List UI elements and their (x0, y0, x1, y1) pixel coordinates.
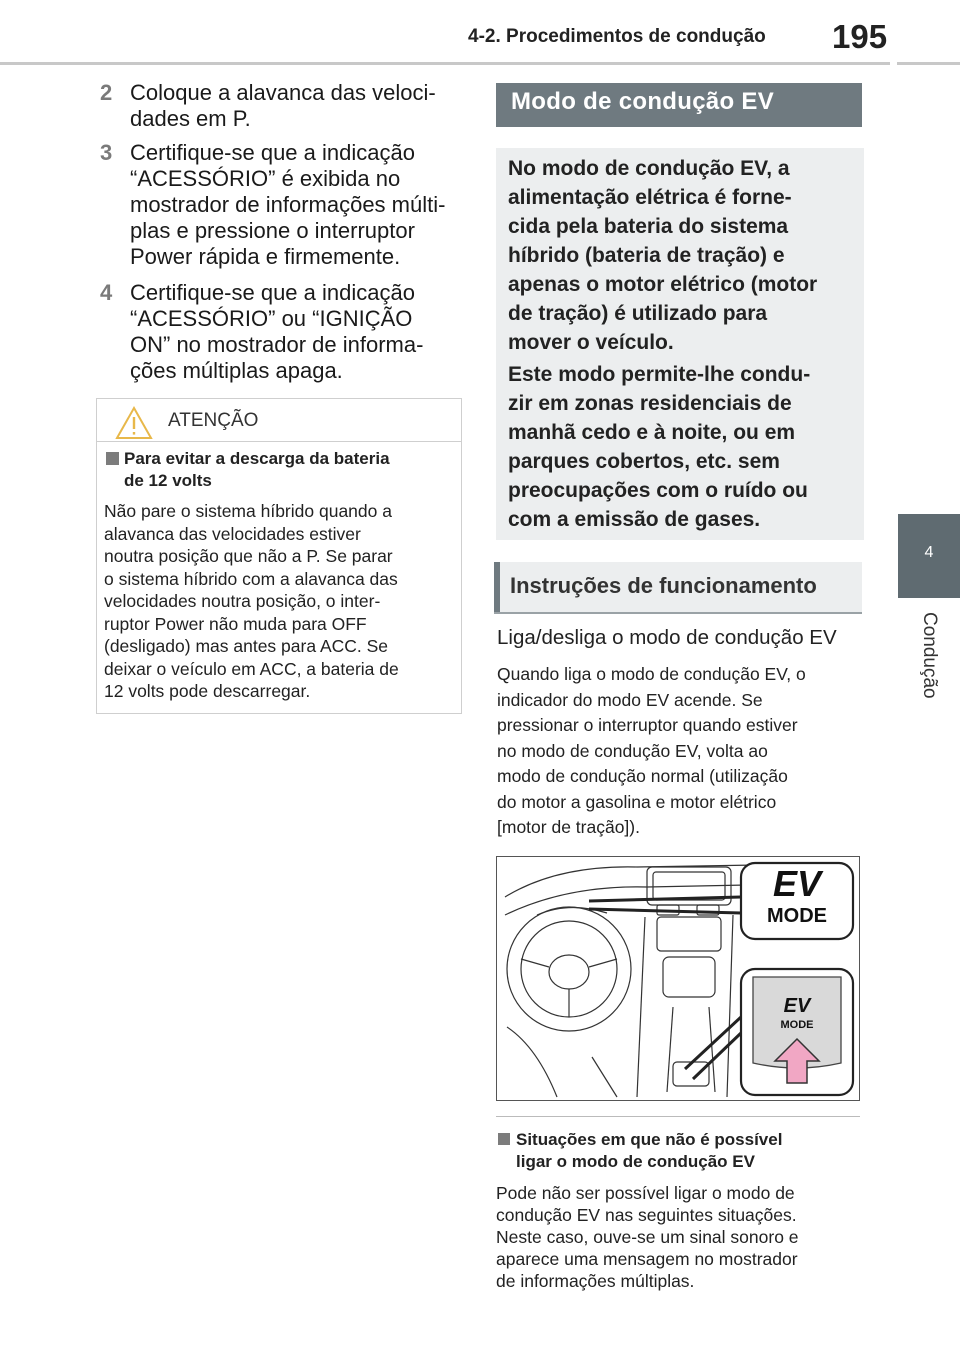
step-line: Certifique-se que a indicação (130, 140, 415, 165)
step-line: “ACESSÓRIO” é exibida no (130, 166, 401, 191)
attention-body (104, 500, 456, 703)
step-line: “ACESSÓRIO” ou “IGNIÇÃO (130, 306, 413, 331)
step-4 (100, 280, 460, 384)
step-number: 2 (100, 80, 113, 105)
instructions-title: Instruções de funcionamento (510, 573, 817, 598)
step-line: ON” no mostrador de informa- (130, 332, 424, 357)
instructions-body (497, 662, 857, 841)
instructions-line: pressionar o interruptor quando estiver (497, 715, 798, 735)
warning-triangle-icon (114, 405, 154, 446)
bullet-square-icon (106, 452, 119, 465)
attention-subtitle (124, 448, 454, 492)
ev-line: parques cobertos, etc. sem (508, 450, 780, 473)
step-number: 3 (100, 140, 113, 165)
ev-line: cida pela bateria do sistema (508, 215, 789, 238)
ev-line: alimentação elétrica é forne- (508, 186, 792, 209)
step-line: dades em P. (130, 106, 251, 131)
ev-line: No modo de condução EV, a (508, 157, 790, 180)
ev-mode-switch-illustration (496, 856, 860, 1101)
attention-line: ruptor Power não muda para OFF (104, 613, 367, 634)
switch-mode-label: MODE (780, 1019, 814, 1031)
instructions-line: indicador do modo EV acende. Se (497, 689, 763, 710)
chapter-label: Condução (919, 612, 940, 699)
figure-divider (496, 1116, 860, 1117)
situations-heading (516, 1129, 856, 1173)
header-divider-tab (897, 62, 960, 65)
attention-subtitle-line: Para evitar a descarga da bateria (124, 449, 390, 468)
instructions-line: modo de condução normal (utilização (497, 766, 788, 786)
ev-line: manhã cedo e à noite, ou em (508, 421, 796, 444)
ev-badge-label: EV (772, 863, 822, 904)
situations-heading-line: Situações em que não é possível (516, 1130, 783, 1149)
instructions-line: do motor a gasolina e motor elétrico (497, 791, 777, 812)
ev-mode-title: Modo de condução EV (511, 88, 775, 115)
situations-line: de informações múltiplas. (496, 1271, 695, 1291)
chapter-number: 4 (924, 544, 934, 561)
instructions-underline (494, 612, 862, 614)
instructions-line: [motor de tração]). (497, 817, 640, 837)
situations-line: aparece uma mensagem no mostrador (496, 1249, 798, 1269)
attention-subtitle-line: de 12 volts (124, 471, 212, 490)
situations-line: Pode não ser possível ligar o modo de (496, 1183, 795, 1203)
step-line: mostrador de informações múlti- (130, 192, 446, 217)
ev-mode-paragraph-2 (508, 360, 854, 534)
section-title: 4-2. Procedimentos de condução (468, 26, 766, 47)
ev-line: Este modo permite-lhe condu- (508, 363, 811, 386)
bullet-square-icon (498, 1133, 510, 1145)
step-line: Certifique-se que a indicação (130, 280, 415, 305)
attention-line: 12 volts pode descarregar. (104, 681, 311, 701)
instructions-line: no modo de condução EV, volta ao (497, 740, 768, 761)
attention-line: Não pare o sistema híbrido quando a (104, 501, 392, 521)
step-line: plas e pressione o interruptor (130, 218, 415, 243)
step-line: Power rápida e firmemente. (130, 244, 401, 269)
situations-line: condução EV nas seguintes situações. (496, 1205, 797, 1225)
attention-line: velocidades noutra posição, o inter- (104, 591, 381, 611)
ev-line: preocupações com o ruído ou (508, 479, 808, 502)
ev-line: de tração) é utilizado para (508, 302, 768, 325)
step-line: Coloque a alavanca das veloci- (130, 80, 436, 105)
attention-line: (desligado) mas antes para ACC. Se (104, 636, 389, 656)
attention-line: o sistema híbrido com a alavanca das (104, 568, 398, 589)
situations-heading-line: ligar o modo de condução EV (516, 1152, 755, 1171)
ev-line: com a emissão de gases. (508, 508, 761, 531)
header-divider (0, 62, 890, 65)
instructions-line: Quando liga o modo de condução EV, o (497, 664, 806, 684)
step-3 (100, 140, 460, 270)
switch-ev-label: EV (783, 995, 811, 1017)
step-number: 4 (100, 280, 113, 305)
ev-line: apenas o motor elétrico (motor (508, 273, 818, 296)
situations-body (496, 1182, 858, 1292)
instructions-subheading: Liga/desliga o modo de condução EV (497, 626, 837, 649)
ev-line: mover o veículo. (508, 331, 674, 354)
attention-line: noutra posição que não a P. Se parar (104, 546, 393, 566)
attention-title: ATENÇÃO (168, 410, 259, 431)
attention-line: alavanca das velocidades estiver (104, 523, 361, 544)
ev-mode-paragraph-1 (508, 154, 854, 357)
page-number: 195 (832, 18, 888, 55)
ev-line: zir em zonas residenciais de (508, 392, 792, 415)
step-2 (100, 80, 460, 132)
attention-line: deixar o veículo em ACC, a bateria de (104, 658, 399, 679)
mode-badge-label: MODE (767, 905, 827, 927)
situations-line: Neste caso, ouve-se um sinal sonoro e (496, 1227, 799, 1247)
step-line: ções múltiplas apaga. (130, 358, 343, 383)
ev-line: híbrido (bateria de tração) e (508, 244, 785, 267)
